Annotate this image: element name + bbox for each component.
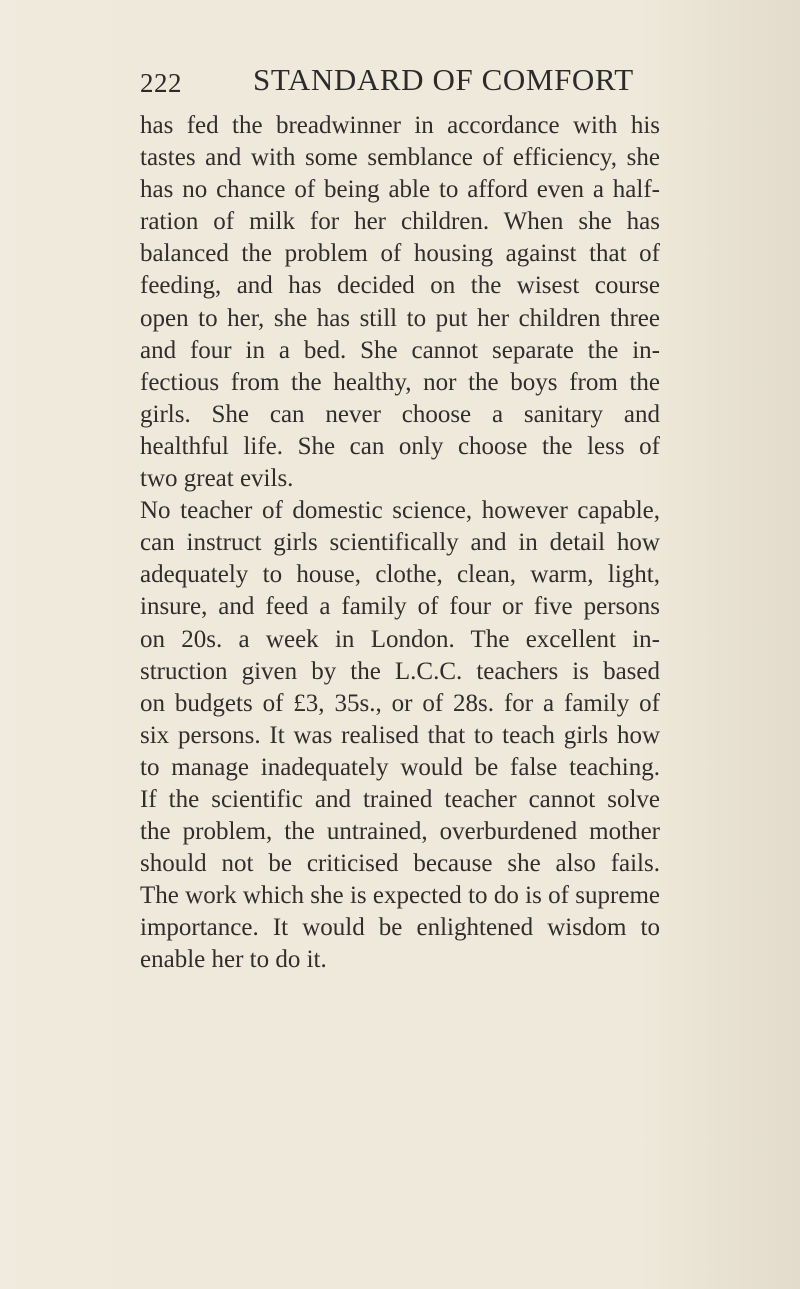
- text-line: girls. She can never choose a sanitary and: [140, 400, 660, 428]
- text-line: on 20s. a week in London. The excellent in-: [140, 625, 660, 653]
- text-line: The work which she is expected to do is of supreme: [140, 882, 660, 910]
- text-line: insure, and feed a family of four or five persons: [140, 593, 660, 621]
- text-line: open to her, she has still to put her children three: [140, 304, 660, 332]
- text-line: to manage inadequately would be false teaching.: [140, 753, 660, 781]
- text-line: If the scientific and trained teacher cannot solve: [140, 785, 660, 813]
- text-line: on budgets of £3, 35s., or of 28s. for a family of: [140, 689, 660, 717]
- text-line: adequately to house, clothe, clean, warm, light,: [140, 561, 660, 589]
- text-line: tastes and with some semblance of efficiency, she: [140, 144, 660, 172]
- text-line: and four in a bed. She cannot separate the in-: [140, 336, 660, 364]
- paragraph-1: [140, 110, 660, 495]
- text-line: enable her to do it.: [140, 946, 327, 974]
- text-line: can instruct girls scientifically and in detail how: [140, 529, 660, 557]
- text-line: should not be criticised because she also fails.: [140, 850, 660, 878]
- text-line: feeding, and has decided on the wisest course: [140, 272, 660, 300]
- paragraph-2: [140, 495, 660, 976]
- text-line: fectious from the healthy, nor the boys from the: [140, 368, 660, 396]
- text-line: balanced the problem of housing against that of: [140, 240, 660, 268]
- body-text: [140, 110, 660, 977]
- page-header: [140, 62, 640, 102]
- text-line: has fed the breadwinner in accordance with his: [140, 112, 660, 139]
- text-line: healthful life. She can only choose the less of: [140, 432, 660, 460]
- text-line: importance. It would be enlightened wisdom to: [140, 914, 660, 942]
- text-line: has no chance of being able to afford even a half-: [140, 176, 660, 204]
- text-line: No teacher of domestic science, however capable,: [140, 497, 660, 525]
- page-number: 222: [140, 68, 182, 98]
- text-line: the problem, the untrained, overburdened mother: [140, 818, 660, 846]
- text-line: six persons. It was realised that to teach girls how: [140, 721, 660, 749]
- running-head: STANDARD OF COMFORT: [253, 62, 634, 97]
- text-line: struction given by the L.C.C. teachers is based: [140, 657, 660, 685]
- text-line: two great evils.: [140, 465, 294, 493]
- text-line: ration of milk for her children. When she has: [140, 208, 660, 236]
